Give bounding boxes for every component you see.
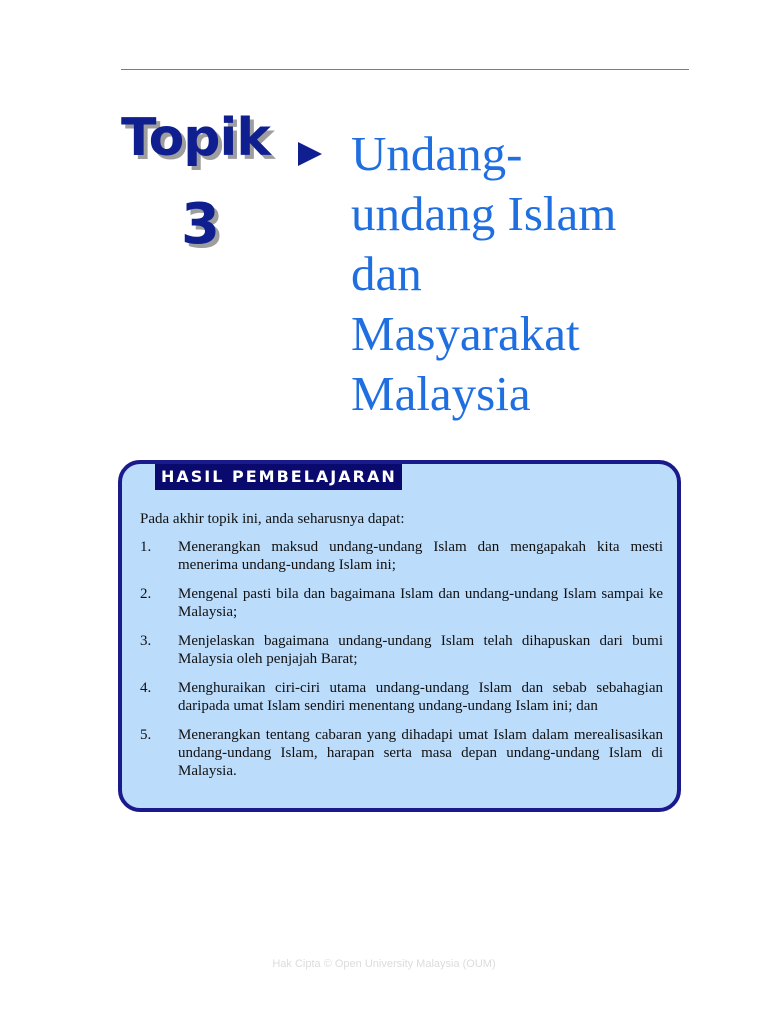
list-item-number: 5. <box>140 727 152 743</box>
topic-number: 3 <box>181 192 220 257</box>
list-item <box>140 585 663 621</box>
copyright-footer: Hak Cipta © Open University Malaysia (OUM) <box>272 958 496 970</box>
play-arrow-icon <box>298 142 322 166</box>
chapter-title-line: Undang- <box>351 126 523 181</box>
chapter-title-line: Malaysia <box>351 366 531 421</box>
learning-outcomes-heading: HASIL PEMBELAJARAN <box>155 464 402 490</box>
topic-label: Topik <box>121 108 270 168</box>
chapter-title-line: Masyarakat <box>351 306 580 361</box>
chapter-title-line: undang Islam <box>351 186 617 241</box>
list-item-number: 3. <box>140 633 152 649</box>
chapter-title-line: dan <box>351 246 422 301</box>
learning-outcomes-intro: Pada akhir topik ini, anda seharusnya dapat: <box>140 511 405 527</box>
top-rule <box>121 69 689 70</box>
list-item-text: Menghuraikan ciri-ciri utama undang-undang Islam dan sebab sebahagian daripada umat Islam sendiri menentang undang-undang Islam ini; dan <box>178 680 663 714</box>
list-item <box>140 538 663 574</box>
list-item-text: Menerangkan maksud undang-undang Islam dan mengapakah kita mesti menerima undang-undang Islam ini; <box>178 539 663 573</box>
list-item-text: Menerangkan tentang cabaran yang dihadapi umat Islam dalam merealisasikan undang-undang Islam, harapan serta masa depan undang-undang Islam di Malaysia. <box>178 727 663 779</box>
list-item-number: 2. <box>140 586 152 602</box>
list-item-number: 1. <box>140 539 152 555</box>
learning-outcomes-list <box>140 538 663 791</box>
list-item-text: Mengenal pasti bila dan bagaimana Islam dan undang-undang Islam sampai ke Malaysia; <box>178 586 663 620</box>
list-item <box>140 679 663 715</box>
list-item <box>140 726 663 780</box>
list-item-text: Menjelaskan bagaimana undang-undang Islam telah dihapuskan dari bumi Malaysia oleh penjajah Barat; <box>178 633 663 667</box>
list-item <box>140 632 663 668</box>
chapter-title <box>351 124 691 424</box>
list-item-number: 4. <box>140 680 152 696</box>
